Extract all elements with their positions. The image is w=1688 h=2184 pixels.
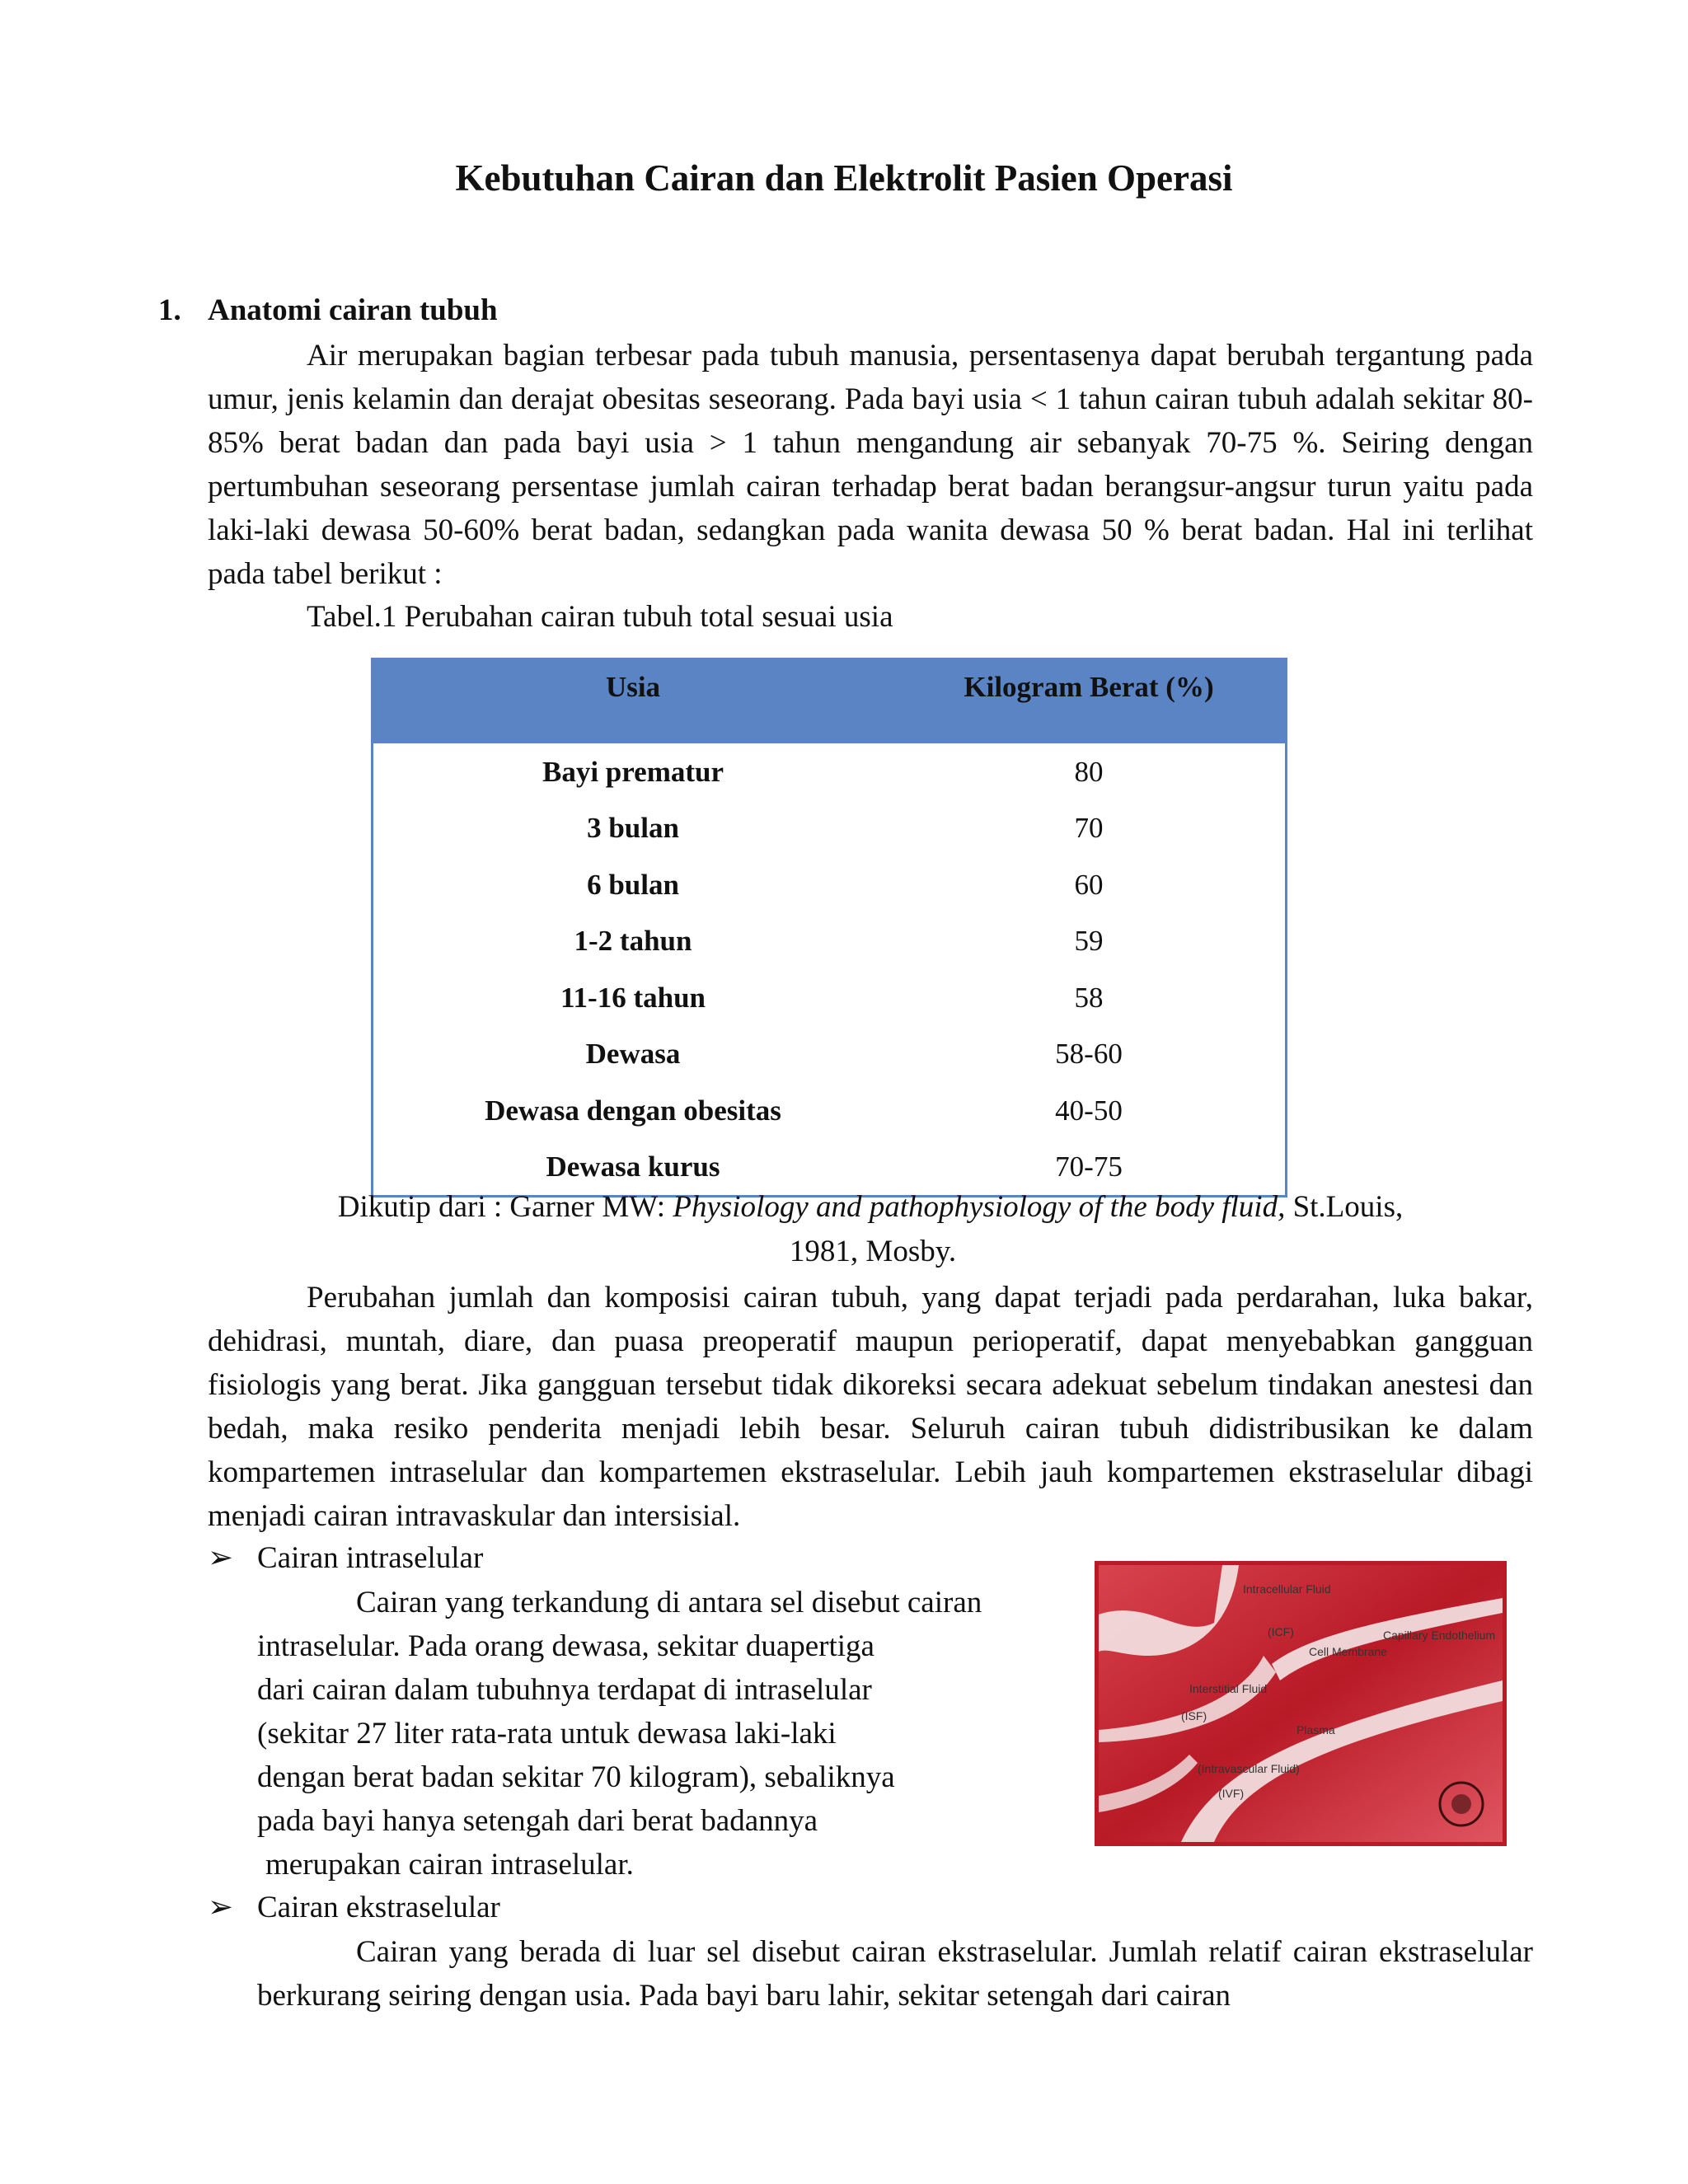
text-line: dengan berat badan sekitar 70 kilogram), sebaliknya xyxy=(257,1760,895,1794)
table-row xyxy=(373,913,1287,970)
source-suffix: St.Louis, xyxy=(1285,1190,1404,1224)
table-cell-value: 70-75 xyxy=(1055,1151,1123,1183)
page-title: Kebutuhan Cairan dan Elektrolit Pasien Operasi xyxy=(455,157,1233,199)
table-cell-age: Dewasa kurus xyxy=(546,1151,720,1183)
source-prefix: Dikutip dari : Garner MW: xyxy=(337,1190,673,1224)
table-row xyxy=(373,969,1287,1026)
table-cell-age: Bayi prematur xyxy=(542,755,724,788)
text-line: dari cairan dalam tubuhnya terdapat di intraselular xyxy=(257,1673,872,1707)
bullet-label: Cairan intraselular xyxy=(257,1541,484,1575)
section-number: 1. xyxy=(158,293,181,327)
table-cell-value: 40-50 xyxy=(1055,1094,1123,1127)
paragraph-2-text: Perubahan jumlah dan komposisi cairan tubuh, yang dapat terjadi pada perdarahan, luka bakar, dehidrasi, muntah, diare, dan puasa preoperatif maupun perioperatif, dapat menyebabkan gangguan fisiologis yang berat. Jika gangguan tersebut tidak dikoreksi secara adekuat sebelum tindakan anestesi dan bedah, maka resiko penderita menjadi lebih besar. Seluruh cairan tubuh didistribusikan ke dalam kompartemen intraselular dan kompartemen ekstraselular. Lebih jauh kompartemen ekstraselular dibagi menjadi cairan intravaskular dan intersisial. xyxy=(208,1281,1533,1533)
section-heading xyxy=(158,288,498,332)
label-cell-membrane: Cell Membrane xyxy=(1309,1645,1387,1658)
label-isf: Interstitial Fluid xyxy=(1189,1682,1268,1695)
source-line-2: 1981, Mosby. xyxy=(789,1235,957,1268)
table-row xyxy=(373,743,1287,800)
paragraph-2 xyxy=(208,1276,1533,1538)
label-icf: Intracellular Fluid xyxy=(1243,1582,1331,1596)
section-title: Anatomi cairan tubuh xyxy=(208,293,498,327)
table-cell-value: 60 xyxy=(1074,868,1104,901)
table-header-row xyxy=(373,659,1287,744)
table-caption: Tabel.1 Perubahan cairan tubuh total sesuai usia xyxy=(307,600,893,634)
table-cell-age: 1-2 tahun xyxy=(574,925,692,958)
intraselular-text xyxy=(257,1581,1048,1886)
data-table xyxy=(371,658,1287,1197)
text-line: merupakan cairan intraselular. xyxy=(265,1848,634,1882)
text-line: (sekitar 27 liter rata-rata untuk dewasa laki-laki xyxy=(257,1717,837,1750)
table-cell-value: 70 xyxy=(1074,812,1104,845)
bullet-intraselular xyxy=(208,1536,483,1580)
table-cell-age: 11-16 tahun xyxy=(560,981,706,1014)
text-line: Cairan yang terkandung di antara sel disebut cairan xyxy=(356,1586,982,1619)
fluid-compartment-figure xyxy=(1095,1561,1507,1846)
bullet-label: Cairan ekstraselular xyxy=(257,1891,500,1924)
table-cell-age: Dewasa dengan obesitas xyxy=(485,1094,781,1127)
label-capillary: Capillary Endothelium xyxy=(1383,1629,1496,1642)
table-cell-value: 58-60 xyxy=(1055,1038,1123,1071)
arrow-bullet-icon: ➢ xyxy=(208,1891,234,1924)
label-ivf: (Intravascular Fluid) xyxy=(1198,1762,1300,1775)
label-plasma: Plasma xyxy=(1296,1723,1335,1736)
label-icf-abbr: (ICF) xyxy=(1268,1625,1294,1638)
fluid-compartment-diagram xyxy=(1099,1565,1503,1842)
text-line: pada bayi hanya setengah dari berat badannya xyxy=(257,1804,818,1838)
arrow-bullet-icon: ➢ xyxy=(208,1541,234,1575)
table-header-usia: Usia xyxy=(373,659,893,744)
table-cell-age: Dewasa xyxy=(585,1038,681,1071)
table-cell-value: 58 xyxy=(1074,981,1104,1014)
ekstraselular-text xyxy=(257,1930,1533,2018)
table-cell-age: 6 bulan xyxy=(587,868,679,901)
table-header-berat: Kilogram Berat (%) xyxy=(893,659,1287,744)
table-row xyxy=(373,856,1287,913)
table-row xyxy=(373,800,1287,857)
ekstraselular-text-body: Cairan yang berada di luar sel disebut cairan ekstraselular. Jumlah relatif cairan ekstraselular berkurang seiring dengan usia. Pada bayi baru lahir, sekitar setengah dari cairan xyxy=(257,1935,1533,2013)
bullet-ekstraselular xyxy=(208,1886,500,1929)
label-ivf-abbr: (IVF) xyxy=(1218,1787,1245,1800)
table-row xyxy=(373,1082,1287,1139)
table-row xyxy=(373,1026,1287,1083)
text-line: intraselular. Pada orang dewasa, sekitar duapertiga xyxy=(257,1629,874,1663)
source-title: Physiology and pathophysiology of the body fluid, xyxy=(673,1190,1286,1224)
table-source xyxy=(208,1185,1533,1229)
table-cell-value: 59 xyxy=(1074,925,1104,958)
paragraph-1 xyxy=(208,334,1533,596)
table-cell-value: 80 xyxy=(1074,755,1104,788)
label-isf-abbr: (ISF) xyxy=(1181,1709,1207,1722)
table-cell-age: 3 bulan xyxy=(587,812,679,845)
paragraph-1-text: Air merupakan bagian terbesar pada tubuh manusia, persentasenya dapat berubah tergantung pada umur, jenis kelamin dan derajat obesitas seseorang. Pada bayi usia < 1 tahun cairan tubuh adalah sekitar 80-85% berat badan dan pada bayi usia > 1 tahun mengandung air sebanyak 70-75 %. Seiring dengan pertumbuhan seseorang persentase jumlah cairan terhadap berat badan berangsur-angsur turun yaitu pada laki-laki dewasa 50-60% berat badan, sedangkan pada wanita dewasa 50 % berat badan. Hal ini terlihat pada tabel berikut : xyxy=(208,339,1533,591)
